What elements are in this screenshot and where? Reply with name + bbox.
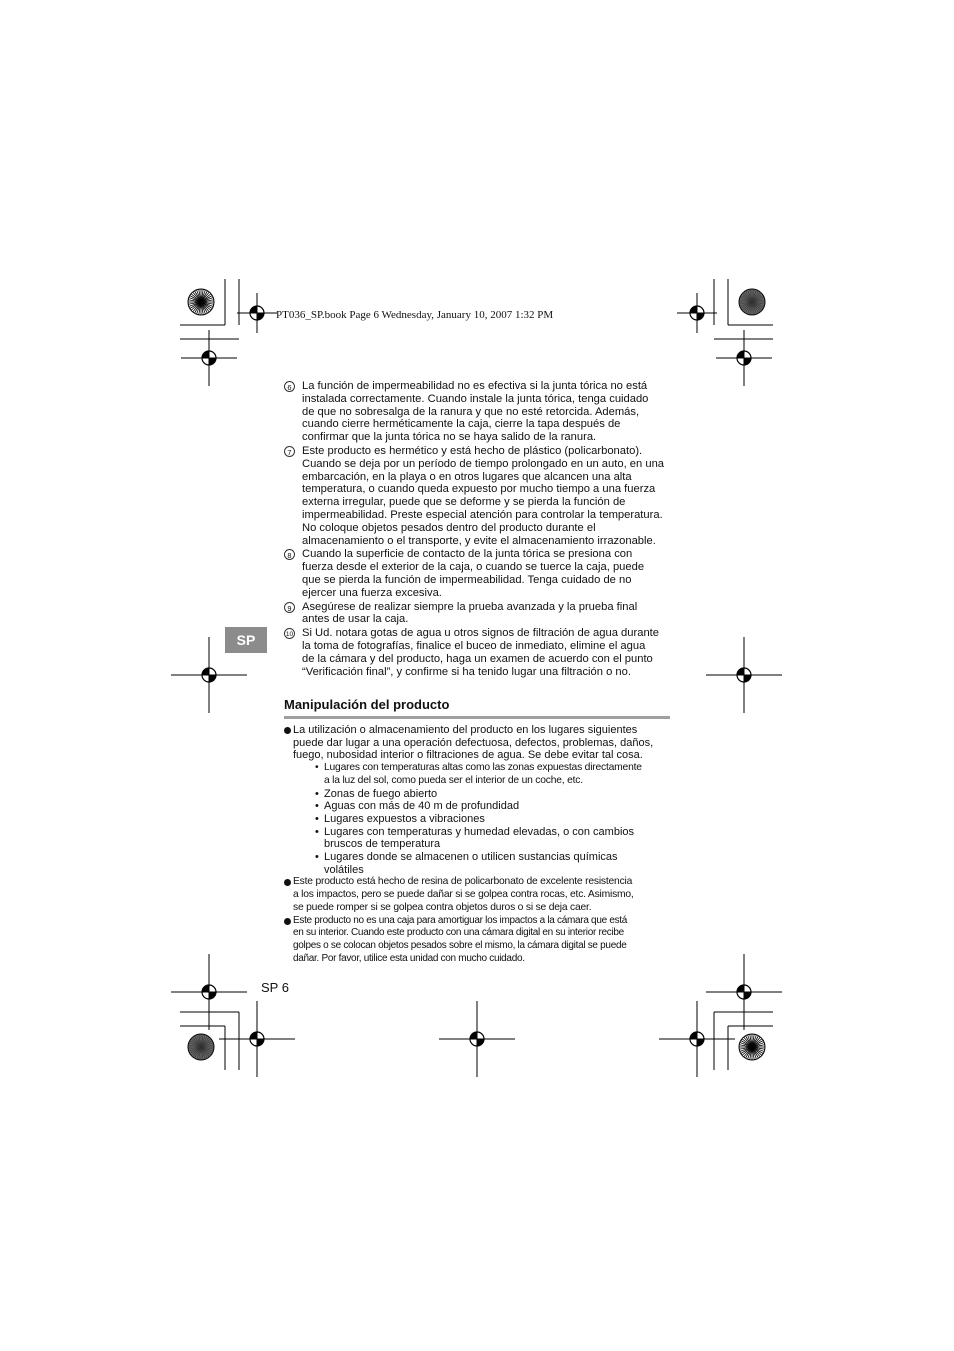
- sub-item: [315, 851, 672, 876]
- registration-target-icon: [706, 637, 782, 713]
- sub-item: [315, 813, 672, 826]
- circled-number: 10: [284, 628, 295, 639]
- sub-line: • Lugares expuestos a vibraciones: [324, 812, 485, 825]
- bullet-line: puede dar lugar a una operación defectuosa, defectos, problemas, daños,: [293, 736, 654, 749]
- circled-number: 6: [284, 381, 295, 392]
- circled-number: 9: [284, 602, 295, 613]
- item-line: confirmar que la junta tórica no se haya salido de la ranura.: [302, 431, 597, 444]
- registration-target-icon: [439, 1001, 515, 1077]
- registration-target-icon: [706, 954, 782, 1030]
- item-line: Si Ud. notara gotas de agua u otros signos de filtración de agua durante: [302, 627, 659, 640]
- item-line: embarcación, en la playa o en otros lugares que alcancen una alta: [302, 470, 632, 483]
- registration-target-icon: [716, 330, 772, 386]
- bullet-line: Este producto está hecho de resina de policarbonato de excelente resistencia: [293, 876, 633, 888]
- language-tab: SP: [225, 627, 267, 653]
- item-line: que se pierda la función de impermeabilidad. Tenga cuidado de no: [302, 573, 632, 586]
- section-divider: [284, 716, 670, 719]
- item-line: Cuando la superficie de contacto de la junta tórica se presiona con: [302, 548, 633, 561]
- bullet-line: a los impactos, pero se puede dañar si se golpea contra rocas, etc. Asimismo,: [293, 889, 634, 901]
- handling-bullets: [284, 724, 672, 965]
- bullet-item: [284, 724, 672, 876]
- bullet-line: se puede romper si se golpea contra objetos duros o si se deja caer.: [293, 901, 592, 913]
- item-line: cuando cierre herméticamente la caja, cierre la tapa después de: [302, 418, 621, 431]
- sub-line: • Lugares donde se almacenen o utilicen sustancias químicas: [324, 851, 618, 864]
- circled-number: 8: [284, 549, 295, 560]
- book-header-line: PT036_SP.book Page 6 Wednesday, January 10, 2007 1:32 PM: [276, 309, 554, 321]
- registration-target-icon: [181, 330, 237, 386]
- item-line: temperatura, o cuando queda expuesto por mucho tiempo a una fuerza: [302, 483, 656, 496]
- item-line: externa irregular, puede que se deforme y se pierda la función de: [302, 496, 626, 509]
- circled-number: 7: [284, 446, 295, 457]
- numbered-item: [284, 548, 672, 599]
- numbered-item: [284, 627, 672, 678]
- item-line: almacenamiento o el transporte, y evite el almacenamiento irrazonable.: [302, 534, 656, 547]
- sub-line: • Aguas con más de 40 m de profundidad: [324, 800, 520, 813]
- registration-target-icon: [237, 293, 277, 333]
- sub-line: • Lugares con temperaturas y humedad elevadas, o con cambios: [324, 825, 635, 838]
- bullet-item: [284, 915, 672, 966]
- bullet-dot-icon: [284, 879, 291, 886]
- item-line: de la cámara y del producto, haga un examen de acuerdo con el punto: [302, 652, 653, 665]
- numbered-item: [284, 380, 672, 444]
- sub-item: [315, 762, 672, 787]
- item-line: impermeabilidad. Preste especial atención para controlar la temperatura.: [302, 508, 663, 521]
- registration-target-icon: [677, 293, 717, 333]
- item-line: Cuando se deja por un período de tiempo prolongado en un auto, en una: [302, 457, 665, 470]
- item-line: Este producto es hermético y está hecho de plástico (policarbonato).: [302, 444, 643, 457]
- bullet-line: dañar. Por favor, utilice esta unidad con mucho cuidado.: [293, 952, 525, 964]
- bullet-dot-icon: [284, 727, 291, 734]
- item-line: instalada correctamente. Cuando instale la junta tórica, tenga cuidado: [302, 392, 649, 405]
- bullet-line: en su interior. Cuando este producto con una cámara digital en su interior recibe: [293, 927, 624, 939]
- sub-list: [293, 762, 672, 876]
- color-disk-icon: [188, 289, 214, 315]
- numbered-item: [284, 601, 672, 627]
- numbered-notes: [284, 380, 672, 679]
- item-line: No coloque objetos pesados dentro del producto durante el: [302, 521, 596, 534]
- color-disk-icon: [739, 289, 765, 315]
- bullet-line: golpes o se colocan objetos pesados sobre el mismo, la cámara digital se puede: [293, 939, 627, 951]
- item-line: ejercer una fuerza excesiva.: [302, 586, 442, 599]
- sub-item: [315, 826, 672, 851]
- bullet-line: La utilización o almacenamiento del producto en los lugares siguientes: [293, 724, 638, 736]
- bullet-line: fuego, nubosidad interior o filtraciones de agua. Se debe evitar tal cosa.: [293, 749, 643, 762]
- bullet-dot-icon: [284, 918, 291, 925]
- sub-line: a la luz del sol, como pueda ser el interior de un coche, etc.: [324, 774, 583, 786]
- item-line: La función de impermeabilidad no es efectiva si la junta tórica no está: [302, 380, 648, 392]
- sub-line: bruscos de temperatura: [324, 838, 441, 851]
- color-disk-icon: [188, 1034, 214, 1060]
- sub-line: • Lugares con temperaturas altas como las zonas expuestas directamente: [324, 762, 642, 774]
- item-line: la toma de fotografías, finalice el buceo de inmediato, elimine el agua: [302, 639, 646, 652]
- item-line: Asegúrese de realizar siempre la prueba avanzada y la prueba final: [302, 600, 638, 613]
- numbered-item: [284, 445, 672, 547]
- color-disk-icon: [739, 1034, 765, 1060]
- sub-item: [315, 788, 672, 801]
- registration-target-icon: [171, 954, 247, 1030]
- sub-item: [315, 800, 672, 813]
- item-line: fuerza desde el exterior de la caja, o cuando se tuerce la caja, puede: [302, 561, 645, 574]
- section-title: Manipulación del producto: [284, 697, 450, 712]
- item-line: de que no sobresalga de la ranura y que no esté retorcida. Además,: [302, 405, 640, 418]
- sub-line: • Zonas de fuego abierto: [324, 787, 438, 800]
- page-number: SP 6: [261, 980, 289, 995]
- sub-line: volátiles: [324, 863, 364, 876]
- item-line: antes de usar la caja.: [302, 613, 409, 626]
- bullet-line: Este producto no es una caja para amortiguar los impactos a la cámara que está: [293, 914, 628, 926]
- item-line: “Verificación final”, y confirme si ha tenido lugar una filtración o no.: [302, 665, 631, 678]
- bullet-item: [284, 876, 672, 914]
